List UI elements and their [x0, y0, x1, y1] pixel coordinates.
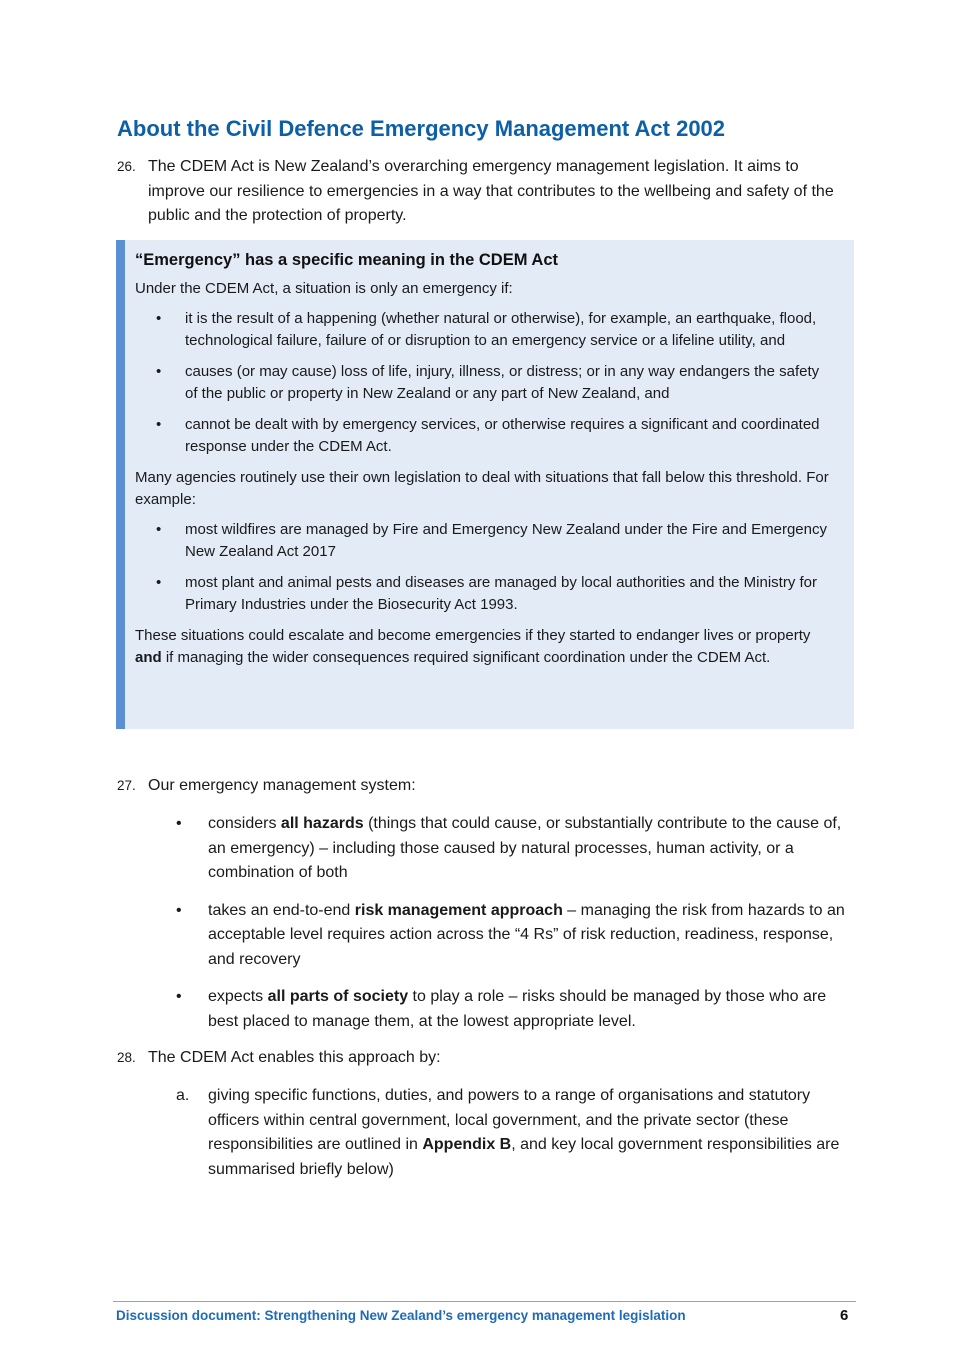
- list-item: a. giving specific functions, duties, and powers to a range of organisations and statutory officers within central government, local government, and the private sector (these responsibilities are outlined in Appendix B, and key local government responsibilities are summarised briefly below): [176, 1084, 856, 1182]
- footer-divider: [113, 1301, 856, 1302]
- bullet-icon: •: [176, 901, 182, 919]
- paragraph-28: [117, 1046, 847, 1071]
- bullet-icon: •: [156, 310, 162, 327]
- act-approach-list: [176, 1084, 856, 1195]
- list-item: • most plant and animal pests and diseases are managed by local authorities and the Ministry for Primary Industries under the Biosecurity Act 1993.: [156, 574, 818, 613]
- page-number: 6: [840, 1307, 849, 1324]
- section-heading: About the Civil Defence Emergency Management Act 2002: [117, 116, 726, 141]
- bullet-icon: •: [156, 521, 162, 538]
- paragraph-27: [117, 774, 847, 799]
- bullet-icon: •: [176, 988, 182, 1005]
- paragraph-text: The CDEM Act is New Zealand’s overarching emergency management legislation. It aims to improve our resilience to emergencies in a way that contributes to the wellbeing and safety of the public and the protection of property.: [148, 158, 834, 224]
- paragraph-text: The CDEM Act enables this approach by:: [148, 1049, 441, 1066]
- system-principles-list: [176, 812, 856, 1047]
- paragraph-number: 27.: [117, 778, 136, 793]
- criteria-list: [135, 308, 834, 458]
- callout-intro: Under the CDEM Act, a situation is only an emergency if:: [135, 280, 513, 297]
- list-item: • it is the result of a happening (whether natural or otherwise), for example, an earthquake, flood, technological failure, failure of or disruption to an emergency service or a lifeline utility, and: [156, 310, 817, 349]
- list-item: • cannot be dealt with by emergency services, or otherwise requires a significant and coordinated response under the CDEM Act.: [156, 416, 820, 455]
- definition-callout-box: [116, 240, 854, 729]
- callout-title: “Emergency” has a specific meaning in the CDEM Act: [135, 251, 559, 269]
- bullet-icon: •: [156, 416, 162, 433]
- list-item: • takes an end-to-end risk management approach – managing the risk from hazards to an acceptable level requires action across the “4 Rs” of risk reduction, readiness, response, and recovery: [176, 899, 856, 973]
- bullet-icon: •: [176, 815, 182, 832]
- paragraph-number: 26.: [117, 159, 136, 174]
- bullet-icon: •: [156, 363, 162, 380]
- footer-title: Discussion document: Strengthening New Zealand’s emergency management legislation: [116, 1308, 686, 1323]
- paragraph-number: 28.: [117, 1050, 136, 1065]
- callout-closing: These situations could escalate and become emergencies if they started to endanger lives or property and if managing the wider consequences required significant coordination under the CDEM Act.: [135, 627, 811, 666]
- callout-middle-text: Many agencies routinely use their own legislation to deal with situations that fall below this threshold. For example:: [135, 469, 829, 508]
- list-item: • causes (or may cause) loss of life, injury, illness, or distress; or in any way endangers the safety of the public or property in New Zealand or any part of New Zealand, and: [156, 363, 820, 402]
- list-item: • most wildfires are managed by Fire and Emergency New Zealand under the Fire and Emergency New Zealand Act 2017: [156, 521, 827, 560]
- appendix-reference: Appendix B: [422, 1136, 512, 1153]
- paragraph-26: [117, 155, 847, 229]
- paragraph-text: Our emergency management system:: [148, 777, 416, 794]
- list-marker: a.: [176, 1087, 190, 1104]
- examples-list: [135, 519, 834, 616]
- list-item: • considers all hazards (things that could cause, or substantially contribute to the cause of, an emergency) – including those caused by natural processes, human activity, or a combination of both: [176, 812, 856, 886]
- list-item: • expects all parts of society to play a role – risks should be managed by those who are best placed to manage them, at the lowest appropriate level.: [176, 985, 856, 1034]
- bullet-icon: •: [156, 574, 162, 591]
